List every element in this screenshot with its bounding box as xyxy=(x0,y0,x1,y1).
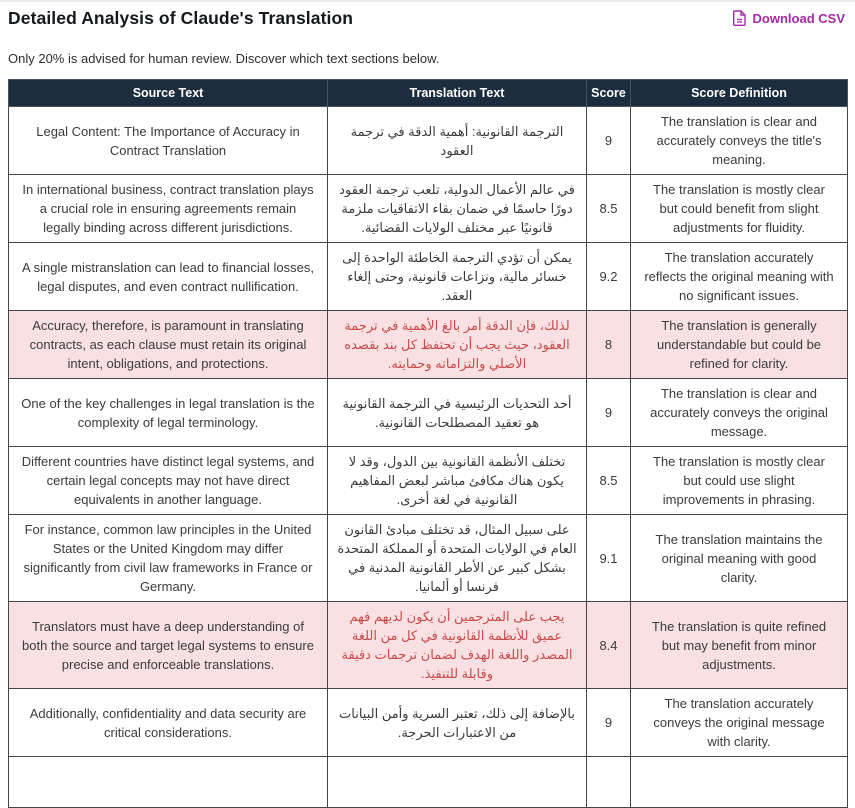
definition-cell: The translation is clear and accurately conveys the original message. xyxy=(631,379,848,447)
translation-cell: بالإضافة إلى ذلك، تعتبر السرية وأمن البيانات من الاعتبارات الحرجة. xyxy=(328,689,587,757)
page-header xyxy=(8,2,847,29)
subtitle: Only 20% is advised for human review. Discover which text sections below. xyxy=(8,51,440,66)
translation-cell: في عالم الأعمال الدولية، تلعب ترجمة العقود دورًا حاسمًا في ضمان بقاء الاتفاقيات ملزمة قانونيًا عبر مختلف الولايات القضائية. xyxy=(328,175,587,243)
definition-cell: The translation accurately reflects the original meaning with no significant issues. xyxy=(631,243,848,311)
source-cell: Translators must have a deep understanding of both the source and target legal systems to ensure precise and enforceable translations. xyxy=(9,602,328,689)
table-row xyxy=(9,602,848,689)
translation-cell: أحد التحديات الرئيسية في الترجمة القانونية هو تعقيد المصطلحات القانونية. xyxy=(328,379,587,447)
table-row-partial xyxy=(9,757,848,808)
translation-cell: لذلك، فإن الدقة أمر بالغ الأهمية في ترجمة العقود، حيث يجب أن تحتفظ كل بند بقصده الأصلي والتزاماته وحمايته. xyxy=(328,311,587,379)
table-body xyxy=(9,107,848,808)
download-csv-label: Download CSV xyxy=(752,10,845,26)
source-cell: For instance, common law principles in the United States or the United Kingdom may differ significantly from civil law frameworks in France or Germany. xyxy=(9,515,328,602)
column-header-translation-text: Translation Text xyxy=(328,80,587,107)
table-row xyxy=(9,311,848,379)
page xyxy=(0,2,855,808)
definition-cell: The translation maintains the original meaning with good clarity. xyxy=(631,515,848,602)
definition-cell: The translation is clear and accurately conveys the title's meaning. xyxy=(631,107,848,175)
translation-cell: على سبيل المثال، قد تختلف مبادئ القانون العام في الولايات المتحدة أو المملكة المتحدة بشكل كبير عن الأطر القانونية المدنية في فرنسا أو ألمانيا. xyxy=(328,515,587,602)
download-csv-link[interactable] xyxy=(733,10,845,26)
score-cell: 8.4 xyxy=(587,602,631,689)
translation-cell: تختلف الأنظمة القانونية بين الدول، وقد لا يكون هناك مكافئ مباشر لبعض المفاهيم القانونية في لغة أخرى. xyxy=(328,447,587,515)
source-cell: Additionally, confidentiality and data security are critical considerations. xyxy=(9,689,328,757)
table-row xyxy=(9,515,848,602)
column-header-source-text: Source Text xyxy=(9,80,328,107)
score-cell: 8.5 xyxy=(587,447,631,515)
score-cell: 9.2 xyxy=(587,243,631,311)
score-cell: 9 xyxy=(587,379,631,447)
score-cell: 9 xyxy=(587,689,631,757)
table-header-row xyxy=(9,80,848,107)
definition-cell: The translation is generally understandable but could be refined for clarity. xyxy=(631,311,848,379)
source-cell: In international business, contract translation plays a crucial role in ensuring agreements remain legally binding across different jurisdictions. xyxy=(9,175,328,243)
score-cell: 9 xyxy=(587,107,631,175)
score-cell: 8 xyxy=(587,311,631,379)
table-row xyxy=(9,447,848,515)
file-icon xyxy=(733,10,746,26)
source-cell: Legal Content: The Importance of Accuracy in Contract Translation xyxy=(9,107,328,175)
source-cell: Accuracy, therefore, is paramount in translating contracts, as each clause must retain its original intent, obligations, and protections. xyxy=(9,311,328,379)
table-row xyxy=(9,243,848,311)
empty-cell xyxy=(9,757,328,808)
column-header-score-definition: Score Definition xyxy=(631,80,848,107)
source-cell: One of the key challenges in legal translation is the complexity of legal terminology. xyxy=(9,379,328,447)
definition-cell: The translation is mostly clear but could benefit from slight adjustments for fluidity. xyxy=(631,175,848,243)
definition-cell: The translation accurately conveys the original message with clarity. xyxy=(631,689,848,757)
translation-cell: الترجمة القانونية: أهمية الدقة في ترجمة العقود xyxy=(328,107,587,175)
translation-cell: يجب على المترجمين أن يكون لديهم فهم عميق للأنظمة القانونية في كل من اللغة المصدر واللغة الهدف لضمان ترجمات دقيقة وقابلة للتنفيذ. xyxy=(328,602,587,689)
empty-cell xyxy=(328,757,587,808)
source-cell: Different countries have distinct legal systems, and certain legal concepts may not have direct equivalents in another language. xyxy=(9,447,328,515)
table-row xyxy=(9,107,848,175)
score-cell: 9.1 xyxy=(587,515,631,602)
table-row xyxy=(9,175,848,243)
empty-cell xyxy=(631,757,848,808)
column-header-score: Score xyxy=(587,80,631,107)
empty-cell xyxy=(587,757,631,808)
score-cell: 8.5 xyxy=(587,175,631,243)
page-title: Detailed Analysis of Claude's Translation xyxy=(8,8,354,28)
definition-cell: The translation is mostly clear but could use slight improvements in phrasing. xyxy=(631,447,848,515)
translation-cell: يمكن أن تؤدي الترجمة الخاطئة الواحدة إلى خسائر مالية، ونزاعات قانونية، وحتى إلغاء العقد. xyxy=(328,243,587,311)
table-row xyxy=(9,379,848,447)
definition-cell: The translation is quite refined but may benefit from minor adjustments. xyxy=(631,602,848,689)
source-cell: A single mistranslation can lead to financial losses, legal disputes, and even contract nullification. xyxy=(9,243,328,311)
